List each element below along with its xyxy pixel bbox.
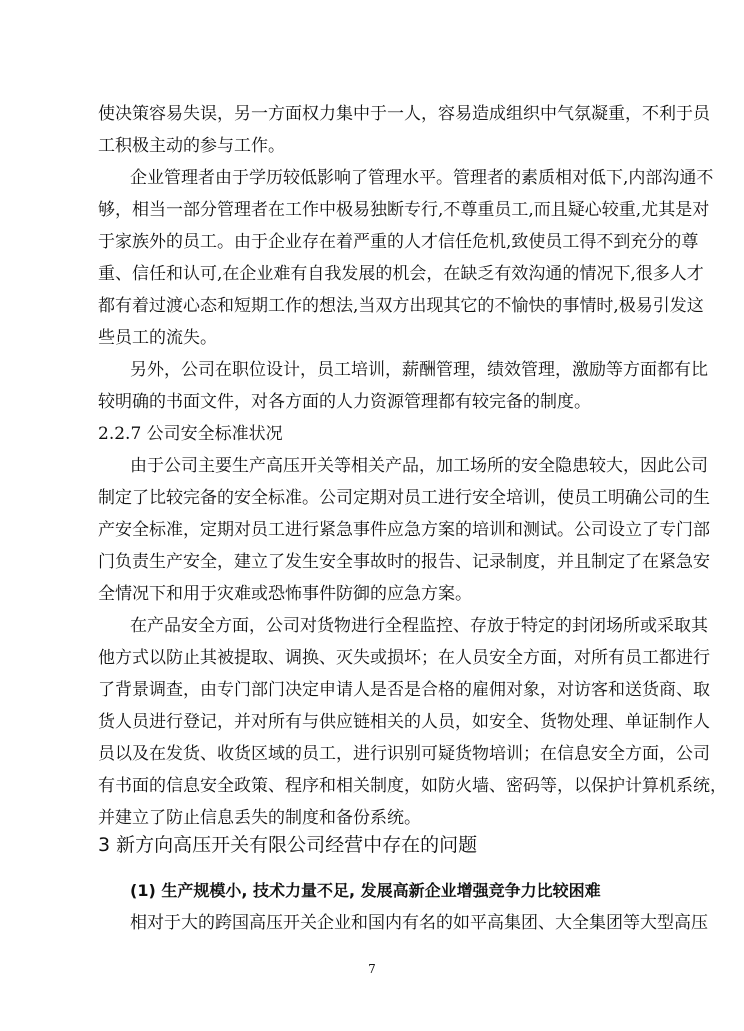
section-title: 2.2.7 公司安全标准状况 (98, 424, 283, 444)
text-line: 另外，公司在职位设计，员工培训，薪酬管理，绩效管理，激励等方面都有比 (130, 360, 708, 380)
text-line: 企业管理者由于学历较低影响了管理水平。管理者的素质相对低下,内部沟通不 (130, 168, 714, 188)
text-line: 货人员进行登记，并对所有与供应链相关的人员，如安全、货物处理、单证制作人 (98, 712, 710, 732)
text-line: 门负责生产安全，建立了发生安全事故时的报告、记录制度，并且制定了在紧急安 (98, 552, 710, 572)
text-line: 工积极主动的参与工作。 (98, 136, 285, 156)
text-line: 些员工的流失。 (98, 328, 217, 348)
text-line: 制定了比较完备的安全标准。公司定期对员工进行安全培训，使员工明确公司的生 (98, 488, 710, 508)
text-line: 相对于大的跨国高压开关企业和国内有名的如平高集团、大全集团等大型高压 (130, 913, 708, 933)
text-line: 于家族外的员工。由于企业存在着严重的人才信任危机,致使员工得不到充分的尊 (98, 232, 699, 252)
text-line: 较明确的书面文件，对各方面的人力资源管理都有较完备的制度。 (98, 392, 591, 412)
text-line: 使决策容易失误，另一方面权力集中于一人，容易造成组织中气氛凝重，不利于员 (98, 104, 710, 124)
text-line: 由于公司主要生产高压开关等相关产品，加工场所的安全隐患较大，因此公司 (130, 456, 708, 476)
chapter-heading: 3 新方向高压开关有限公司经营中存在的问题 (98, 834, 478, 856)
text-line: 都有着过渡心态和短期工作的想法,当双方出现其它的不愉快的事情时,极易引发这 (98, 296, 704, 316)
subheading: (1) 生产规模小, 技术力量不足, 发展高新企业增强竞争力比较困难 (130, 881, 601, 900)
text-line: 够，相当一部分管理者在工作中极易独断专行,不尊重员工,而且疑心较重,尤其是对 (98, 200, 710, 220)
page-number: 7 (368, 962, 376, 976)
text-line: 有书面的信息安全政策、程序和相关制度，如防火墙、密码等，以保护计算机系统， (98, 776, 727, 796)
text-line: 全情况下和用于灾难或恐怖事件防御的应急方案。 (98, 584, 472, 604)
text-line: 产安全标准，定期对员工进行紧急事件应急方案的培训和测试。公司设立了专门部 (98, 520, 710, 540)
text-line: 重、信任和认可,在企业难有自我发展的机会，在缺乏有效沟通的情况下,很多人才 (98, 264, 704, 284)
text-line: 了背景调查，由专门部门决定申请人是否是合格的雇佣对象，对访客和送货商、取 (98, 680, 710, 700)
text-line: 他方式以防止其被提取、调换、灭失或损坏；在人员安全方面，对所有员工都进行 (98, 648, 710, 668)
text-line: 在产品安全方面，公司对货物进行全程监控、存放于特定的封闭场所或采取其 (130, 616, 708, 636)
text-line: 员以及在发货、收货区域的员工，进行识别可疑货物培训；在信息安全方面，公司 (98, 744, 710, 764)
text-line: 并建立了防止信息丢失的制度和备份系统。 (98, 808, 421, 828)
